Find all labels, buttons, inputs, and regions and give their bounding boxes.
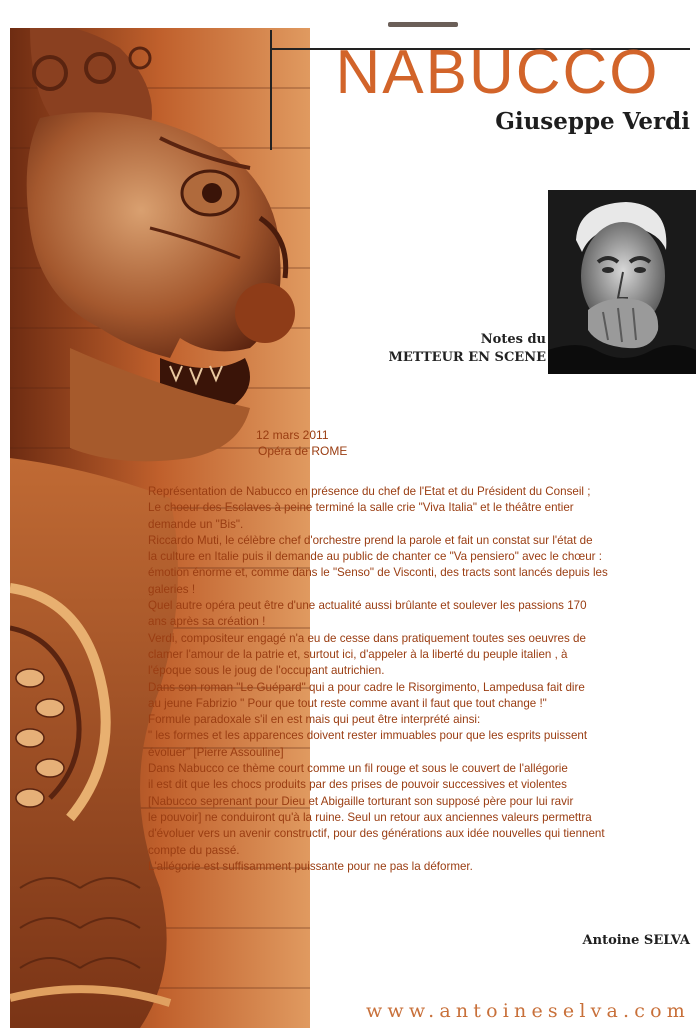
body-line: [Nabucco seprenant pour Dieu et Abigaille torturant son supposé père pour lui ravir (148, 794, 574, 808)
body-line: Dans Nabucco ce thème court comme un fil rouge et sous le couvert de l'allégorie (148, 762, 568, 776)
director-role-label: METTEUR EN SCENE (388, 350, 546, 365)
body-line: ans après sa création ! (148, 615, 266, 629)
body-line: " les formes et les apparences doivent rester immuables pour que les esprits puissent (148, 729, 588, 743)
scan-mark (388, 22, 458, 27)
body-line: l'époque sous le joug de l'occupant autrichien. (148, 664, 385, 678)
body-line: Formule paradoxale s'il en est mais qui peut être interprété ainsi: (148, 713, 481, 727)
body-line: clamer l'amour de la patrie et, surtout ici, d'appeler à la liberté du peuple italien , à (148, 647, 568, 661)
event-venue: Opéra de ROME (258, 444, 348, 458)
body-line: évoluer" [Pierre Assouline] (148, 745, 284, 759)
page-title: NABUCCO (335, 38, 660, 107)
body-line: L'allégorie est suffisamment puissante pour ne pas la déformer. (148, 859, 473, 873)
body-line: la culture en Italie puis il demande au public de chanter ce "Va pensiero" avec le chœur : (148, 550, 602, 564)
body-line: demande un "Bis". (148, 517, 244, 531)
body-text (148, 484, 688, 875)
notes-label: Notes du (480, 332, 546, 347)
body-line: Riccardo Muti, le célèbre chef d'orchestre prend la parole et fait un constat sur l'état de (148, 533, 593, 547)
page-top-edge (0, 0, 700, 26)
composer-name: Giuseppe Verdi (495, 108, 690, 135)
body-line: le pouvoir] ne conduiront qu'à la ruine. Seul un retour aux anciennes valeurs permettra (148, 810, 592, 824)
body-line: Représentation de Nabucco en présence du chef de l'Etat et du Président du Conseil ; (148, 485, 591, 498)
director-portrait (548, 190, 696, 374)
body-line: Le choeur des Esclaves à peine terminé la salle crie "Viva Italia" et le théâtre entier (148, 501, 574, 515)
body-line: Verdi, compositeur engagé n'a eu de cesse dans pratiquement toutes ses oeuvres de (148, 631, 586, 645)
body-line: au jeune Fabrizio " Pour que tout reste comme avant il faut que tout change !" (148, 696, 547, 710)
body-line: Quel autre opéra peut être d'une actualité aussi brûlante et soulever les passions 170 (148, 599, 587, 613)
event-date: 12 mars 2011 (256, 428, 329, 442)
body-line: galeries ! (148, 582, 196, 596)
body-line: d'évoluer vers un avenir constructif, pour des générations aux idée nouvelles qui tiennent (148, 827, 605, 841)
body-line: émotion énorme et, comme dans le "Senso" de Visconti, des tracts sont lancés depuis les (148, 566, 608, 580)
body-line: compte du passé. (148, 843, 240, 857)
author-signature: Antoine SELVA (582, 933, 690, 948)
body-line: il est dit que les chocs produits par des prises de pouvoir successives et violentes (148, 778, 567, 792)
body-line: Dans son roman "Le Guépard" qui a pour cadre le Risorgimento, Lampedusa fait dire (148, 680, 585, 694)
website-link[interactable]: www.antoineselva.com (365, 1000, 690, 1022)
